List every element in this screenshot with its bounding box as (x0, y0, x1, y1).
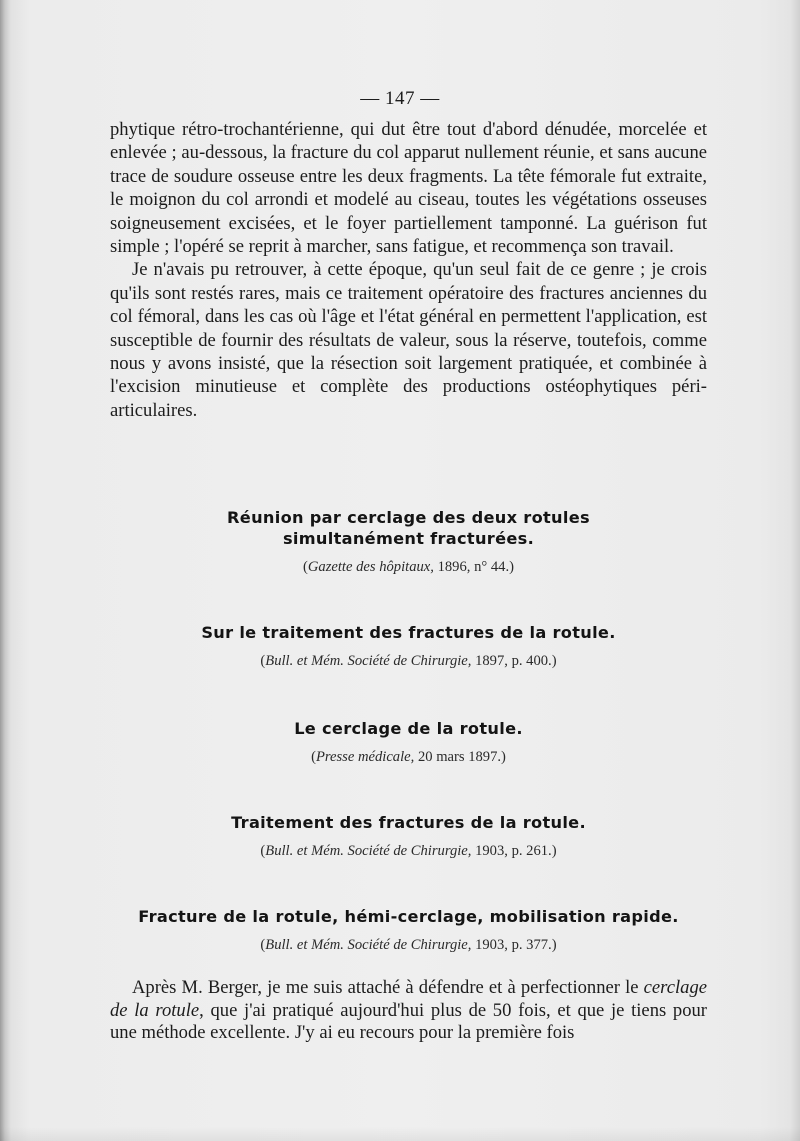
paragraph (110, 977, 707, 1045)
publication-title: Traitement des fractures de la rotule. (231, 813, 586, 832)
emphasized-term: cerclage de la rotule (110, 977, 707, 1021)
paragraph-text-start: Après M. Berger, je me suis attaché à défendre et à perfectionner le (132, 977, 644, 998)
publication-title: Fracture de la rotule, hémi-cerclage, mobilisation rapide. (138, 907, 679, 926)
publication-entry (110, 718, 707, 766)
publication-entry (110, 906, 707, 954)
citation-source: Bull. et Mém. Société de Chirurgie, (265, 653, 472, 669)
citation-details: 1903, p. 377. (471, 937, 552, 953)
citation-details: 20 mars 1897. (414, 749, 502, 765)
citation-source: Bull. et Mém. Société de Chirurgie, (265, 937, 472, 953)
publication-citation: (Bull. et Mém. Société de Chirurgie, 1903, p. 377.) (260, 937, 557, 953)
intro-text (110, 118, 707, 422)
citation-details: 1897, p. 400. (471, 653, 552, 669)
closing-text (110, 977, 707, 1045)
publication-title: Réunion par cerclage des deux rotules simultanément fracturées. (227, 508, 590, 548)
citation-source: Presse médicale, (315, 749, 415, 765)
citation-details: 1903, p. 261. (471, 843, 552, 859)
publication-citation: (Presse médicale, 20 mars 1897.) (311, 749, 506, 765)
publication-entry (110, 622, 707, 670)
paragraph: Je n'avais pu retrouver, à cette époque, qu'un seul fait de ce genre ; je crois qu'ils sont restés rares, mais ce traitement opératoire des fractures anciennes du col fémoral, dans les cas où l'âge et l'état général en permettent l'application, est susceptible de fournir des résultats de valeur, sous la réserve, toutefois, comme nous y avons insisté, que la résection soit largement pratiquée, et combinée à l'excision minutieuse et complète des productions ostéophytiques péri-articulaires. (110, 259, 707, 421)
citation-source: Gazette des hôpitaux, (307, 559, 434, 575)
publication-citation: (Gazette des hôpitaux, 1896, n° 44.) (303, 559, 514, 575)
page-number: — 147 — (360, 88, 440, 109)
publication-entry (110, 507, 707, 576)
publication-title: Le cerclage de la rotule. (294, 719, 523, 738)
publication-entry (110, 812, 707, 860)
publication-citation: (Bull. et Mém. Société de Chirurgie, 1897, p. 400.) (260, 653, 557, 669)
citation-source: Bull. et Mém. Société de Chirurgie, (265, 843, 472, 859)
publication-title: Sur le traitement des fractures de la rotule. (201, 623, 616, 642)
citation-details: 1896, n° 44. (433, 559, 510, 575)
paragraph-continued: phytique rétro-trochantérienne, qui dut être tout d'abord dénudée, morcelée et enlevée ; au-dessous, la fracture du col apparut nullement réunie, et sans aucune trace de soudure osseuse entre les deux fragments. La tête fémorale fut extraite, le moignon du col arrondi et modelé au ciseau, toutes les végétations osseuses soigneusement excisées, et le foyer partiellement tamponné. La guérison fut simple ; l'opéré se reprit à marcher, sans fatigue, et recommença son travail. (110, 119, 707, 258)
publication-citation: (Bull. et Mém. Société de Chirurgie, 1903, p. 261.) (260, 843, 557, 859)
paragraph-text-end: , que j'ai pratiqué aujourd'hui plus de 50 fois, et que je tiens pour une méthode excellente. J'y ai eu recours pour la première fois (110, 999, 707, 1043)
